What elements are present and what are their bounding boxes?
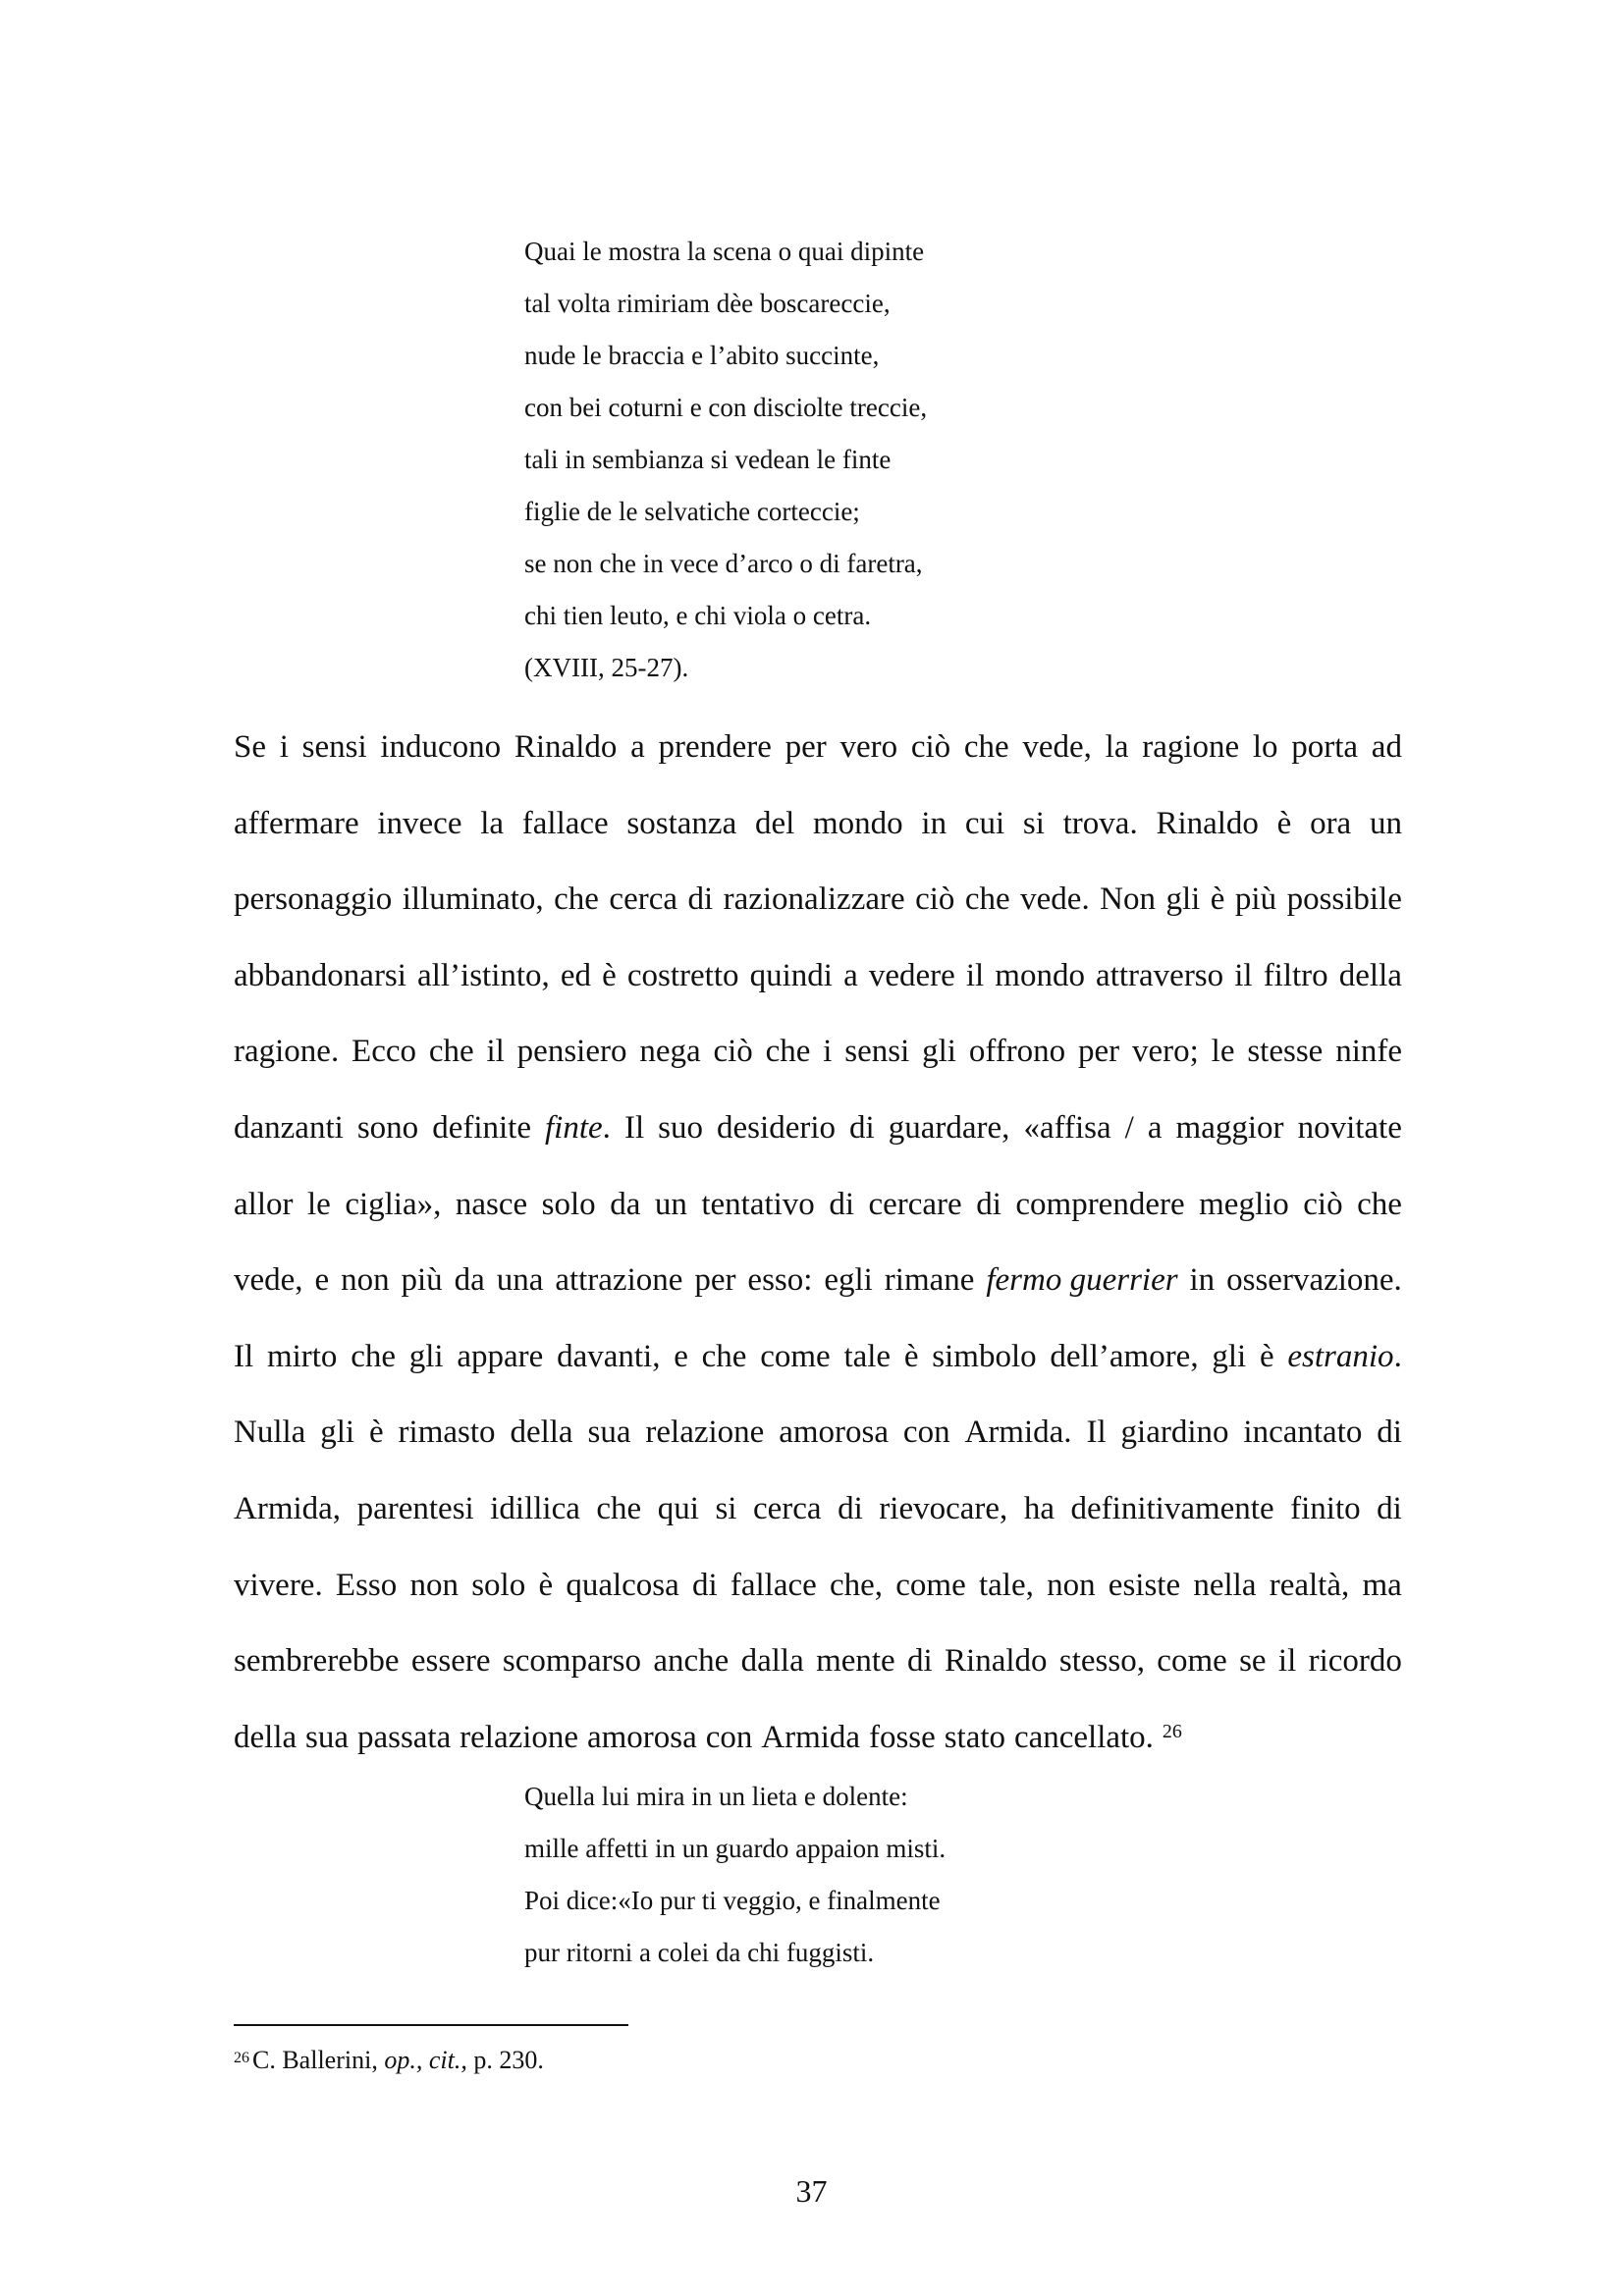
word: e — [314, 1262, 330, 1299]
word: gli — [1165, 881, 1201, 918]
word: ciò — [1303, 1186, 1343, 1222]
word: incantato — [1243, 1415, 1363, 1451]
word: Nulla — [234, 1415, 306, 1451]
verse-citation: (XVIII, 25-27). — [524, 653, 689, 682]
word: ora — [1310, 805, 1352, 841]
word: di — [1377, 1415, 1402, 1451]
body-line — [234, 1014, 1402, 1091]
verse-quotation-top — [524, 226, 927, 694]
word: mente — [816, 1643, 895, 1680]
word: più — [1234, 881, 1277, 918]
word: sensi — [301, 729, 367, 765]
word: ha — [1023, 1490, 1055, 1526]
body-line — [234, 1395, 1402, 1471]
word: per — [784, 729, 827, 765]
word: solo — [471, 1567, 526, 1603]
word: desiderio — [717, 1109, 836, 1146]
word: ed — [560, 957, 592, 993]
word: con — [902, 1415, 950, 1451]
word: a — [843, 957, 858, 993]
word: i — [279, 729, 289, 765]
word: «affisa — [1023, 1109, 1111, 1146]
word: un — [654, 1186, 687, 1222]
word: a — [1147, 1109, 1163, 1146]
word: mirto — [266, 1338, 338, 1374]
word: Il — [1086, 1415, 1107, 1451]
word: è — [1259, 1338, 1274, 1374]
word: Il — [623, 1109, 645, 1146]
word: ma — [1362, 1567, 1402, 1603]
word: non — [1047, 1567, 1096, 1603]
word: osservazione. — [1226, 1262, 1402, 1299]
word: razionalizzare — [723, 881, 905, 918]
word: la — [1105, 729, 1129, 765]
word: che — [701, 1338, 747, 1374]
word: Non — [1100, 881, 1157, 918]
word: Rinaldo — [1156, 805, 1259, 841]
word: parentesi — [356, 1490, 474, 1526]
word: il — [965, 957, 985, 993]
word: è — [538, 1567, 554, 1603]
word: dell’amore, — [1050, 1338, 1199, 1374]
word: fallace — [521, 805, 609, 841]
word: trova. — [1062, 805, 1138, 841]
footnote-author: C. Ballerini, — [252, 2046, 385, 2074]
word: di — [1377, 1490, 1402, 1526]
word: vede, — [234, 1262, 303, 1299]
word: come — [760, 1338, 831, 1374]
word: di — [687, 881, 714, 918]
word: offrono — [968, 1034, 1066, 1070]
word: gli — [1212, 1338, 1247, 1374]
word: tentativo — [701, 1186, 815, 1222]
word: tale, — [978, 1567, 1034, 1603]
word: da — [454, 1262, 485, 1299]
page-number: 37 — [795, 2173, 828, 2209]
word: per — [694, 1262, 736, 1299]
word: da — [610, 1186, 641, 1222]
word: ciò — [915, 881, 955, 918]
word: Armida, — [234, 1490, 342, 1526]
word: simbolo — [932, 1338, 1037, 1374]
word: ricordo — [1308, 1643, 1402, 1680]
word: ciò — [713, 1034, 753, 1070]
word: scomparso — [502, 1643, 641, 1680]
word: che — [1357, 1186, 1402, 1222]
word: amorosa — [779, 1415, 890, 1451]
word: affermare — [234, 805, 359, 841]
word: qualcosa — [566, 1567, 679, 1603]
word: che — [554, 881, 599, 918]
word: che — [765, 1034, 811, 1070]
word: i — [823, 1034, 833, 1070]
word: che — [596, 1490, 642, 1526]
word: non — [409, 1567, 459, 1603]
italic-term: finte. — [545, 1109, 611, 1146]
word: come — [1157, 1643, 1227, 1680]
word: personaggio — [234, 881, 393, 918]
word: lo — [1252, 729, 1278, 765]
word: abbandonarsi — [234, 957, 406, 993]
word: cui — [964, 805, 1005, 841]
word: Esso — [335, 1567, 398, 1603]
word: costretto — [626, 957, 739, 993]
word: davanti, — [557, 1338, 661, 1374]
word: danzanti — [234, 1109, 344, 1146]
word: stato — [944, 1719, 1006, 1755]
body-line — [234, 1624, 1402, 1700]
word: essere — [410, 1643, 491, 1680]
word: definitivamente — [1070, 1490, 1274, 1526]
word: Ecco — [352, 1034, 416, 1070]
word: il — [1277, 1643, 1297, 1680]
word: del — [754, 805, 795, 841]
body-line — [234, 786, 1402, 863]
body-line — [234, 938, 1402, 1015]
word: le — [306, 1186, 331, 1222]
word: amorosa — [586, 1719, 697, 1755]
word: sembrerebbe — [234, 1643, 400, 1680]
word: una — [496, 1262, 544, 1299]
word: di — [691, 1567, 718, 1603]
word: appare — [457, 1338, 544, 1374]
word: in — [921, 805, 947, 841]
word: di — [976, 1186, 1001, 1222]
word: in — [1189, 1262, 1216, 1299]
word: finito — [1290, 1490, 1361, 1526]
word: qui — [657, 1490, 699, 1526]
word: Il — [234, 1338, 254, 1374]
word: con — [705, 1719, 753, 1755]
word: di — [849, 1109, 875, 1146]
word: porta — [1291, 729, 1359, 765]
body-line — [234, 1319, 1402, 1396]
word: cancellato. — [1013, 1719, 1154, 1755]
word: filtro — [1263, 957, 1328, 993]
word: novitate — [1297, 1109, 1402, 1146]
verse-quotation-bottom — [524, 1771, 946, 1979]
word: / — [1124, 1109, 1134, 1146]
body-line — [234, 1471, 1402, 1548]
word: sostanza — [626, 805, 737, 841]
word: della — [234, 1719, 298, 1755]
word: mondo — [813, 805, 903, 841]
word: ragione — [1142, 729, 1240, 765]
word: definite — [432, 1109, 531, 1146]
verse-line: Quella lui mira in un lieta e dolente: — [524, 1782, 908, 1811]
word: invece — [377, 805, 462, 841]
word: guardare, — [888, 1109, 1010, 1146]
word: fallace — [730, 1567, 817, 1603]
word: Armida — [761, 1719, 861, 1755]
word: rimane — [884, 1262, 975, 1299]
italic-term: fermo guerrier — [986, 1262, 1178, 1299]
word: per — [1078, 1034, 1120, 1070]
word: gli — [922, 1034, 956, 1070]
word: solo — [541, 1186, 596, 1222]
word: ciglia», — [345, 1186, 442, 1222]
word: più — [401, 1262, 443, 1299]
word: vero — [839, 729, 898, 765]
verse-line: tal volta rimiriam dèe boscareccie, — [524, 289, 891, 318]
word: maggior — [1175, 1109, 1284, 1146]
word: inducono — [380, 729, 502, 765]
word: e — [674, 1338, 688, 1374]
word: pensiero — [516, 1034, 627, 1070]
word: come — [895, 1567, 966, 1603]
word: che, — [830, 1567, 884, 1603]
word: mondo — [995, 957, 1085, 993]
word: è — [368, 1415, 384, 1451]
word: che — [351, 1338, 396, 1374]
body-line — [234, 1548, 1402, 1625]
word: che — [428, 1034, 474, 1070]
word: nega — [639, 1034, 701, 1070]
word: egli — [824, 1262, 873, 1299]
word: stesse — [1247, 1034, 1324, 1070]
word: vedere — [868, 957, 955, 993]
word: allor — [234, 1186, 294, 1222]
word: ninfe — [1335, 1034, 1402, 1070]
verse-line: figlie de le selvatiche corteccie; — [524, 497, 860, 526]
word: meglio — [1199, 1186, 1289, 1222]
word: è — [602, 957, 617, 993]
body-line — [234, 1700, 1402, 1777]
word: stesso, — [1058, 1643, 1145, 1680]
word: la — [480, 805, 505, 841]
word: che — [964, 881, 1010, 918]
word: sensi — [844, 1034, 910, 1070]
verse-line: chi tien leuto, e chi viola o cetra. — [524, 601, 872, 630]
word: di — [829, 1186, 854, 1222]
body-line — [234, 710, 1402, 786]
footnote — [234, 2043, 544, 2078]
word: Rinaldo — [945, 1643, 1048, 1680]
word: esso: — [747, 1262, 813, 1299]
verse-line: con bei coturni e con disciolte treccie, — [524, 393, 928, 422]
footnote-page: p. 230. — [466, 2046, 544, 2074]
body-line — [234, 862, 1402, 938]
word: ragione. — [234, 1034, 340, 1070]
word: ad — [1371, 729, 1402, 765]
word: esiste — [1108, 1567, 1181, 1603]
italic-term: estranio. — [1287, 1338, 1402, 1374]
word: che — [963, 729, 1009, 765]
word: si — [715, 1490, 737, 1526]
word: il — [1234, 957, 1253, 993]
word: della — [1338, 957, 1402, 993]
word: cercare — [868, 1186, 962, 1222]
word: nasce — [455, 1186, 528, 1222]
word: sono — [356, 1109, 419, 1146]
word: prendere — [658, 729, 772, 765]
footnote-number: 26 — [234, 2050, 249, 2066]
word: rimasto — [398, 1415, 496, 1451]
word: se — [1239, 1643, 1267, 1680]
word: Rinaldo — [514, 729, 618, 765]
word: vivere. — [234, 1567, 323, 1603]
word: fosse — [868, 1719, 936, 1755]
body-line — [234, 1243, 1402, 1319]
body-paragraph — [234, 710, 1402, 1776]
verse-line: pur ritorni a colei da chi fuggisti. — [524, 1938, 875, 1967]
footnote-op-cit: op., cit., — [384, 2046, 467, 2074]
verse-line: nude le braccia e l’abito succinte, — [524, 341, 880, 370]
word: attrazione — [555, 1262, 683, 1299]
word: ciò — [910, 729, 951, 765]
verse-line: mille affetti in un guardo appaion misti. — [524, 1834, 947, 1863]
word: comprendere — [1015, 1186, 1185, 1222]
word: di — [838, 1490, 863, 1526]
word: tale — [843, 1338, 892, 1374]
word: attraverso — [1096, 957, 1224, 993]
word: è — [1276, 805, 1292, 841]
word: le — [1211, 1034, 1235, 1070]
word: all’istinto, — [417, 957, 550, 993]
word: cerca — [609, 881, 677, 918]
word: rievocare, — [879, 1490, 1008, 1526]
word: realtà, — [1269, 1567, 1350, 1603]
word: anche — [653, 1643, 730, 1680]
word: nella — [1193, 1567, 1257, 1603]
word: gli — [320, 1415, 355, 1451]
word: sua — [587, 1415, 631, 1451]
word: suo — [658, 1109, 703, 1146]
word: il — [486, 1034, 505, 1070]
word: di — [907, 1643, 933, 1680]
word: sua — [305, 1719, 350, 1755]
word: è — [903, 1338, 919, 1374]
body-line — [234, 1091, 1402, 1167]
word: un — [1369, 805, 1402, 841]
word: vede, — [1022, 729, 1092, 765]
verse-line: Poi dice:«Io pur ti veggio, e finalmente — [524, 1886, 941, 1915]
footnote-separator — [234, 2024, 628, 2026]
word: passata — [356, 1719, 452, 1755]
word: dalla — [740, 1643, 804, 1680]
word: gli — [408, 1338, 444, 1374]
word: relazione — [460, 1719, 579, 1755]
word: vero; — [1132, 1034, 1199, 1070]
word: si — [1022, 805, 1045, 841]
word: giardino — [1120, 1415, 1229, 1451]
word: non — [341, 1262, 390, 1299]
word: Se — [234, 729, 266, 765]
footnote-reference[interactable]: 26 — [1162, 1720, 1182, 1742]
word: quindi — [749, 957, 833, 993]
word: relazione — [645, 1415, 765, 1451]
word: a — [630, 729, 645, 765]
verse-line: se non che in vece d’arco o di faretra, — [524, 549, 923, 578]
body-line — [234, 1167, 1402, 1244]
word: idillica — [490, 1490, 580, 1526]
word: è — [1210, 881, 1225, 918]
word: illuminato, — [402, 881, 544, 918]
word: della — [510, 1415, 573, 1451]
verse-line: Quai le mostra la scena o quai dipinte — [524, 237, 925, 266]
word: Armida. — [964, 1415, 1072, 1451]
word: vede. — [1020, 881, 1090, 918]
word: cerca — [752, 1490, 822, 1526]
verse-line: tali in sembianza si vedean le finte — [524, 445, 892, 474]
word: possibile — [1286, 881, 1402, 918]
